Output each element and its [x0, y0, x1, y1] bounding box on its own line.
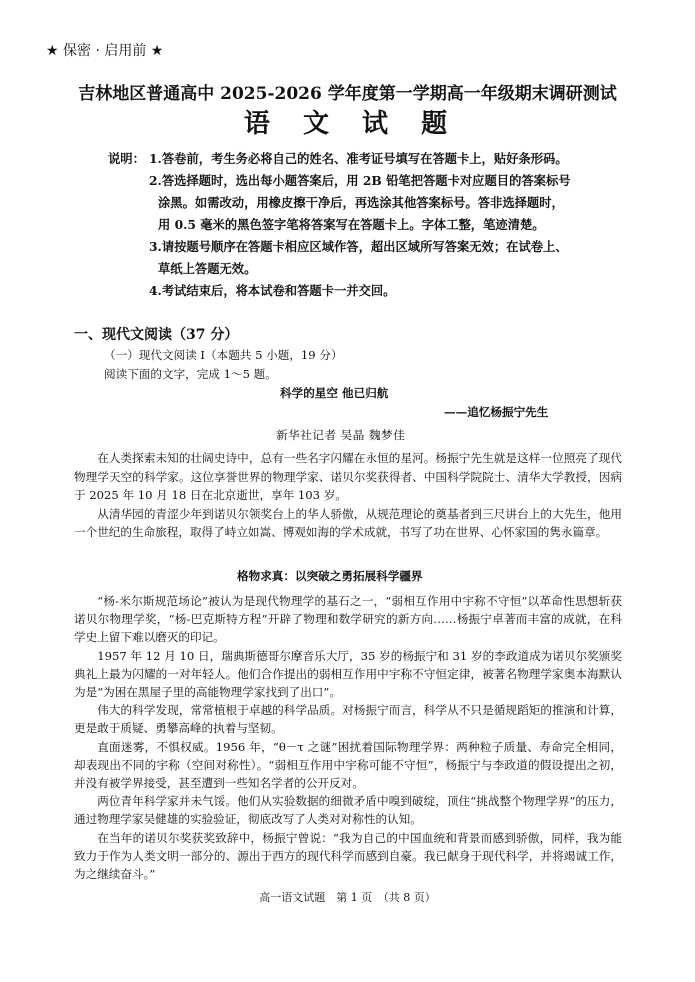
- article-title: 科学的星空 他已归航: [280, 386, 389, 400]
- body-paragraph: 伟大的科学发现，常常植根于卓越的科学品质。对杨振宁而言，科学从不只是循规蹈矩的推演和计算，更是敢于质疑、勇攀高峰的执着与坚韧。: [74, 703, 622, 736]
- body-paragraph: 两位青年科学家并未气馁。他们从实验数据的细微矛盾中嗅到破绽，顶住“挑战整个物理学界”的压力，通过物理学家吴健雄的实验验证，彻底改写了人类对对称性的认知。: [74, 794, 622, 827]
- instruction-2-cont-b: 用 0.5 毫米的黑色签字笔将答案写在答题卡上。字体工整，笔迹清楚。: [158, 217, 545, 232]
- reading-prompt: 阅读下面的文字，完成 1～5 题。: [104, 367, 277, 381]
- body-paragraph: 直面迷雾，不惧权威。1956 年，“θ－τ 之谜”困扰着国际物理学界：两种粒子质量、寿命完全相同，却表现出不同的宇称（空间对称性）。“弱相互作用中宇称可能不守恒”，杨振宁与李政道的假设提出之初，并没有被学界接受，甚至遭到一些知名学者的公开反对。: [74, 739, 622, 791]
- instruction-4: 4.考试结束后，将本试卷和答题卡一并交回。: [149, 283, 396, 298]
- body-paragraph: 在当年的诺贝尔奖获奖致辞中，杨振宁曾说：“我为自己的中国血统和背景而感到骄傲，同样，我为能致力于作为人类文明一部分的、源出于西方的现代科学而感到自豪。我已献身于现代科学，并将竭诚工作，为之继续奋斗。”: [74, 830, 622, 882]
- instruction-3: 3.请按题号顺序在答题卡相应区域作答，超出区域所写答案无效；在试卷上、: [149, 239, 568, 254]
- section-heading: 一、现代文阅读（37 分）: [74, 327, 239, 343]
- body-paragraph: 1957 年 12 月 10 日，瑞典斯德哥尔摩音乐大厅，35 岁的杨振宁和 31 岁的李政道成为诺贝尔奖颁奖典礼上最为闪耀的一对年轻人。他们合作提出的弱相互作用中宇称不守恒定律，被著名物理学家奥本海默认为是“为困在黑屋子里的高能物理学家找到了出口”。: [74, 648, 622, 700]
- instructions-label: 说明：: [108, 151, 145, 166]
- article-section-heading: 格物求真：以突破之勇拓展科学疆界: [237, 569, 423, 583]
- instruction-2: 2.答选择题时，选出每小题答案后，用 2B 铅笔把答题卡对应题目的答案标号: [149, 173, 571, 188]
- instruction-1: 1.答卷前，考生务必将自己的姓名、准考证号填写在答题卡上，贴好条形码。: [149, 151, 568, 166]
- intro-paragraph: 从清华园的青涩少年到诺贝尔领奖台上的华人骄傲，从规范理论的奠基者到三尺讲台上的大先生，他用一个世纪的生命旅程，取得了峙立如嵩、博观如海的学术成就，书写了功在世界、心怀家国的隽永篇章。: [74, 506, 622, 539]
- article-subtitle: ——追忆杨振宁先生: [444, 405, 549, 419]
- page-footer: 高一语文试题 第 1 页 （共 8 页）: [259, 891, 436, 904]
- sub-section-heading: （一）现代文阅读 I（本题共 5 小题，19 分）: [104, 348, 343, 362]
- intro-paragraph: 在人类探索未知的壮阔史诗中，总有一些名字闪耀在永恒的星河。杨振宁先生就是这样一位照亮了现代物理学天空的科学家。这位享誉世界的物理学家、诺贝尔奖获得者、中国科学院院士、清华大学教授，因病于 2025 年 10 月 18 日在北京逝世，享年 103 岁。: [74, 451, 622, 502]
- confidential-label: ★ 保密 · 启用前 ★: [46, 43, 164, 59]
- article-body: [74, 592, 622, 883]
- article-byline: 新华社记者 吴晶 魏梦佳: [276, 428, 406, 442]
- instruction-3-cont: 草纸上答题无效。: [158, 261, 257, 276]
- instruction-2-cont-a: 涂黑。如需改动，用橡皮擦干净后，再选涂其他答案标号。答非选择题时，: [158, 195, 564, 210]
- exam-name: 吉林地区普通高中 2025-2026 学年度第一学期高一年级期末调研测试: [78, 84, 617, 104]
- subject-title: 语 文 试 题: [243, 109, 460, 139]
- article-intro: [74, 449, 622, 542]
- body-paragraph: “杨-米尔斯规范场论”被认为是现代物理学的基石之一，“弱相互作用中宇称不守恒”以革命性思想斩获诺贝尔物理学奖，“杨-巴克斯特方程”开辟了物理和数学研究的新方向……杨振宁卓著而丰富的成就，在科学史上留下难以磨灭的印记。: [74, 594, 622, 645]
